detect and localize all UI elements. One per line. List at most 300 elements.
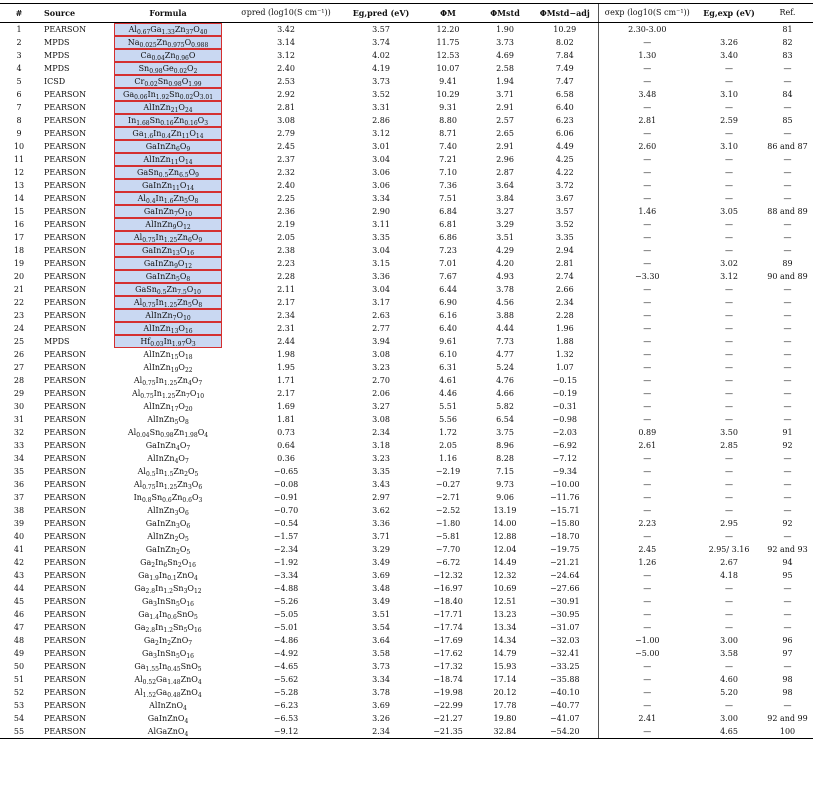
row-formula	[108, 257, 228, 270]
row-phi-std: 3.88	[496, 311, 514, 320]
row-phi-m: −17.74	[433, 623, 463, 632]
row-eg-exp: —	[725, 233, 733, 242]
table-row	[0, 452, 813, 465]
row-num: 52	[13, 688, 25, 697]
table-row	[0, 478, 813, 491]
header-eg-exp: Eg,exp (eV)	[696, 4, 762, 23]
row-eg-pred: 3.26	[372, 714, 390, 723]
table-row	[0, 556, 813, 569]
formula-text: $Ga_3InSn_5O_{16}$	[142, 649, 194, 660]
row-phi-m: 7.36	[439, 181, 457, 190]
row-ref: 94	[782, 558, 793, 567]
row-phi-std: 3.78	[496, 285, 514, 294]
row-eg-pred: 2.06	[372, 389, 390, 398]
formula-text: $GaInZn_{13}O_{16}$	[114, 244, 222, 257]
row-phi-m: −18.74	[433, 675, 463, 684]
formula-text: $AlInZn_{15}O_{18}$	[143, 350, 193, 361]
row-phi-m: 2.05	[439, 441, 457, 450]
row-sigma-exp: —	[598, 309, 696, 322]
row-formula	[108, 647, 228, 660]
formula-text: $GaInZn_6O_9$	[114, 140, 222, 153]
row-sigma-pred: −0.54	[273, 519, 299, 528]
row-sigma-exp: —	[598, 569, 696, 582]
row-sigma-exp: —	[598, 257, 696, 270]
table-row	[0, 413, 813, 426]
row-phi-m: 6.90	[439, 298, 457, 307]
row-phi-std-adj: 8.02	[555, 38, 574, 47]
row-formula	[108, 686, 228, 699]
row-phi-std: 3.73	[496, 38, 514, 47]
row-eg-pred: 3.49	[372, 597, 390, 606]
row-sigma-pred: 3.08	[277, 116, 295, 125]
header-phi-std-adj: ΦMstd−adj	[532, 4, 598, 23]
formula-text: $Sn_{0.98}Ge_{0.02}O_2$	[114, 62, 222, 75]
row-phi-m: 9.41	[439, 77, 457, 86]
row-phi-std-adj: −54.20	[532, 725, 598, 739]
formula-text: $GaInZn_{11}O_{14}$	[114, 179, 222, 192]
row-eg-pred: 3.58	[372, 649, 390, 658]
row-num: 30	[13, 402, 25, 411]
row-phi-m: 1.72	[439, 428, 457, 437]
row-sigma-exp: —	[598, 101, 696, 114]
table-row	[0, 140, 813, 153]
row-formula	[108, 218, 228, 231]
row-phi-std: 8.28	[496, 454, 514, 463]
row-phi-m: 9.61	[439, 337, 457, 346]
row-sigma-pred: −0.70	[273, 506, 299, 515]
row-phi-std-adj: 3.57	[555, 207, 574, 216]
formula-text: $Al_{0.75}In_{1.25}Zn_6O_9$	[114, 231, 222, 244]
row-num: 5	[16, 77, 22, 86]
row-phi-std: 13.23	[493, 610, 517, 619]
table-row	[0, 257, 813, 270]
formula-text: $AlInZn_{11}O_{14}$	[114, 153, 222, 166]
row-formula	[108, 296, 228, 309]
row-source: PEARSON	[44, 363, 87, 372]
row-sigma-exp: —	[598, 413, 696, 426]
row-eg-pred: 3.78	[372, 688, 390, 697]
row-phi-m: 6.81	[439, 220, 457, 229]
row-formula	[108, 426, 228, 439]
row-phi-m: −12.32	[433, 571, 463, 580]
row-formula	[108, 387, 228, 400]
row-num: 25	[13, 337, 25, 346]
row-ref: 82	[782, 38, 793, 47]
formula-text: $Al_{0.5}In_{1.5}Zn_2O_5$	[137, 467, 199, 478]
row-sigma-pred: 1.81	[277, 415, 295, 424]
header-ref: Ref.	[762, 4, 813, 23]
table-row	[0, 166, 813, 179]
table-row	[0, 361, 813, 374]
row-phi-std-adj: −40.77	[549, 701, 580, 710]
table-row	[0, 387, 813, 400]
row-sigma-exp: —	[598, 673, 696, 686]
row-sigma-pred: 2.19	[277, 220, 295, 229]
formula-text: AlInZnO$_4$	[149, 701, 187, 712]
row-eg-exp: —	[725, 129, 733, 138]
row-source: PEARSON	[44, 389, 87, 398]
row-eg-exp: 3.12	[720, 272, 738, 281]
row-phi-std-adj: 2.66	[555, 285, 574, 294]
row-sigma-exp: 2.41	[598, 712, 696, 725]
table-row	[0, 309, 813, 322]
table-row	[0, 179, 813, 192]
row-phi-m: −1.80	[435, 519, 461, 528]
row-ref: —	[783, 662, 792, 671]
table-row	[0, 517, 813, 530]
table-row	[0, 439, 813, 452]
row-sigma-pred: −6.23	[273, 701, 299, 710]
formula-text: $GaSn_{0.5}Zn_{7.5}O_{10}$	[114, 283, 222, 296]
row-phi-std: 14.49	[493, 558, 517, 567]
row-source: PEARSON	[44, 636, 87, 645]
formula-text: $In_{0.8}Sn_{0.6}Zn_{0.6}O_3$	[133, 493, 203, 504]
row-formula	[108, 231, 228, 244]
row-eg-exp: —	[725, 376, 733, 385]
row-eg-exp: —	[725, 454, 733, 463]
row-phi-m: 6.40	[439, 324, 457, 333]
row-formula	[108, 712, 228, 725]
formula-text: $GaInZn_4O_7$	[145, 441, 191, 452]
row-eg-pred: 3.69	[372, 701, 390, 710]
row-eg-pred: 2.63	[372, 311, 390, 320]
row-sigma-exp: —	[598, 231, 696, 244]
formula-text: $AlInZn_{13}O_{16}$	[114, 322, 222, 335]
row-ref: —	[783, 610, 792, 619]
row-eg-pred: 3.31	[372, 103, 390, 112]
row-sigma-pred: −9.12	[228, 725, 344, 739]
row-phi-std-adj: 2.28	[555, 311, 574, 320]
row-phi-m: 7.67	[439, 272, 457, 281]
row-ref: —	[783, 285, 792, 294]
row-sigma-exp: 2.81	[598, 114, 696, 127]
row-formula	[108, 205, 228, 218]
row-source: PEARSON	[44, 324, 87, 333]
row-formula	[108, 192, 228, 205]
row-eg-exp: —	[725, 389, 733, 398]
row-phi-std-adj: −10.00	[549, 480, 580, 489]
row-sigma-pred: 3.14	[277, 38, 295, 47]
row-phi-std: 5.82	[496, 402, 514, 411]
row-phi-std-adj: −18.70	[549, 532, 580, 541]
row-ref: —	[783, 480, 792, 489]
row-eg-exp: 3.10	[720, 90, 738, 99]
row-formula	[108, 413, 228, 426]
row-num: 39	[13, 519, 25, 528]
row-sigma-exp: —	[598, 166, 696, 179]
row-eg-pred: 2.86	[372, 116, 390, 125]
row-phi-m: 5.51	[439, 402, 457, 411]
formula-text: $AlInZn_5O_8$	[147, 415, 189, 426]
row-phi-std-adj: −9.34	[552, 467, 577, 476]
formula-text: $In_{1.68}Sn_{0.16}Zn_{0.16}O_3$	[114, 114, 222, 127]
row-phi-std: 3.84	[496, 194, 514, 203]
formula-text: $GaInZn_9O_{12}$	[114, 257, 222, 270]
table-row	[0, 400, 813, 413]
row-sigma-exp: —	[598, 491, 696, 504]
row-formula	[108, 634, 228, 647]
row-ref: 85	[782, 116, 793, 125]
row-phi-m: −17.69	[433, 636, 463, 645]
row-formula	[108, 114, 228, 127]
table-row	[0, 192, 813, 205]
row-num: 3	[16, 51, 22, 60]
row-phi-m: 12.53	[436, 51, 460, 60]
row-eg-exp: —	[725, 311, 733, 320]
formula-text: $Ga_{1.4}In_{0.6}SnO_5$	[138, 610, 198, 621]
row-ref: —	[783, 233, 792, 242]
header-phi-std: ΦMstd	[478, 4, 532, 23]
row-phi-std: 2.96	[496, 155, 514, 164]
row-sigma-pred: 1.95	[277, 363, 295, 372]
row-ref: —	[783, 415, 792, 424]
row-phi-std-adj: 3.67	[555, 194, 574, 203]
row-phi-m: 1.16	[439, 454, 457, 463]
row-ref: 98	[782, 675, 793, 684]
row-eg-exp: —	[725, 506, 733, 515]
header-eg-pred: Eg,pred (eV)	[344, 4, 418, 23]
row-phi-std-adj: −32.41	[549, 649, 580, 658]
row-num: 46	[13, 610, 25, 619]
row-phi-m: 10.29	[436, 90, 460, 99]
row-ref: —	[783, 220, 792, 229]
row-num: 2	[16, 38, 22, 47]
row-source: PEARSON	[44, 558, 87, 567]
row-sigma-exp: 2.45	[598, 543, 696, 556]
row-formula	[108, 127, 228, 140]
row-num: 47	[13, 623, 25, 632]
row-phi-std-adj: 1.32	[555, 350, 574, 359]
row-phi-std: 17.14	[493, 675, 517, 684]
row-source: PEARSON	[44, 675, 87, 684]
row-phi-std: 14.34	[493, 636, 517, 645]
row-source: PEARSON	[44, 545, 87, 554]
row-source: ICSD	[44, 77, 66, 86]
row-phi-m: 4.46	[439, 389, 457, 398]
row-phi-std: 1.94	[496, 77, 514, 86]
table-row	[0, 244, 813, 257]
row-source: PEARSON	[44, 597, 87, 606]
row-phi-std-adj: 4.49	[555, 142, 574, 151]
row-eg-exp: 3.00	[720, 714, 738, 723]
row-sigma-pred: 2.44	[277, 337, 295, 346]
row-eg-exp: —	[725, 77, 733, 86]
row-sigma-exp: —	[598, 62, 696, 75]
row-formula	[108, 673, 228, 686]
row-phi-m: 6.16	[439, 311, 457, 320]
table-row	[0, 673, 813, 686]
row-ref: —	[783, 623, 792, 632]
row-source: PEARSON	[44, 246, 87, 255]
row-formula	[108, 465, 228, 478]
row-ref: —	[783, 467, 792, 476]
row-phi-std-adj: −7.12	[552, 454, 577, 463]
row-eg-exp: —	[725, 415, 733, 424]
row-num: 41	[13, 545, 25, 554]
row-formula	[108, 166, 228, 179]
row-formula	[108, 140, 228, 153]
row-eg-exp: 4.65	[696, 725, 762, 739]
row-num: 7	[16, 103, 22, 112]
row-phi-std: 9.06	[496, 493, 514, 502]
row-sigma-pred: 2.17	[277, 298, 295, 307]
row-eg-pred: 3.71	[372, 532, 390, 541]
row-formula	[108, 699, 228, 712]
row-phi-std: 2.58	[496, 64, 514, 73]
row-num: 36	[13, 480, 25, 489]
row-num: 9	[16, 129, 22, 138]
row-sigma-exp: —	[598, 127, 696, 140]
row-sigma-pred: −5.05	[273, 610, 299, 619]
row-num: 55	[0, 725, 38, 739]
row-phi-std-adj: 1.07	[555, 363, 574, 372]
row-sigma-pred: −1.57	[273, 532, 299, 541]
row-sigma-pred: −5.62	[273, 675, 299, 684]
row-sigma-pred: 2.32	[277, 168, 295, 177]
table-row	[0, 75, 813, 88]
row-phi-std: 4.69	[496, 51, 514, 60]
row-sigma-pred: −5.26	[273, 597, 299, 606]
row-phi-std: 12.32	[493, 571, 517, 580]
header-num: #	[0, 4, 38, 23]
row-eg-pred: 2.70	[372, 376, 390, 385]
row-num: 38	[13, 506, 25, 515]
row-sigma-pred: −4.65	[273, 662, 299, 671]
row-phi-std: 32.84	[478, 725, 532, 739]
row-source: PEARSON	[44, 428, 87, 437]
row-phi-std: 2.87	[496, 168, 514, 177]
row-eg-exp: —	[725, 467, 733, 476]
row-eg-exp: —	[725, 324, 733, 333]
row-sigma-pred: −4.88	[273, 584, 299, 593]
row-eg-pred: 3.11	[372, 220, 390, 229]
row-phi-m: −7.70	[435, 545, 461, 554]
row-eg-pred: 3.35	[372, 467, 390, 476]
row-phi-m: −21.27	[433, 714, 463, 723]
row-sigma-exp: −1.00	[598, 634, 696, 647]
row-sigma-exp: —	[598, 504, 696, 517]
row-sigma-pred: 2.38	[277, 246, 295, 255]
row-ref: —	[783, 64, 792, 73]
row-phi-std-adj: 1.88	[555, 337, 574, 346]
row-sigma-pred: 1.71	[277, 376, 295, 385]
row-sigma-pred: 2.53	[277, 77, 295, 86]
formula-text: $Al_{0.75}In_{1.25}Zn_5O_8$	[114, 296, 222, 309]
row-phi-m: −16.97	[433, 584, 463, 593]
row-phi-std-adj: −2.03	[552, 428, 577, 437]
row-phi-std: 8.96	[496, 441, 514, 450]
row-eg-pred: 3.49	[372, 558, 390, 567]
row-formula	[108, 322, 228, 335]
row-source: PEARSON	[44, 493, 87, 502]
row-ref: —	[783, 402, 792, 411]
row-num: 40	[13, 532, 25, 541]
row-sigma-exp: —	[598, 660, 696, 673]
row-phi-std-adj: 3.72	[555, 181, 574, 190]
row-phi-std-adj: 2.94	[555, 246, 574, 255]
row-eg-exp: 3.26	[720, 38, 738, 47]
row-eg-pred: 3.35	[372, 233, 390, 242]
row-num: 6	[16, 90, 22, 99]
row-phi-std-adj: 2.34	[555, 298, 574, 307]
table-row	[0, 127, 813, 140]
row-sigma-exp: —	[598, 335, 696, 348]
row-sigma-pred: 2.40	[277, 181, 295, 190]
row-eg-exp: 2.85	[720, 441, 738, 450]
row-source: PEARSON	[44, 480, 87, 489]
row-sigma-pred: 2.81	[277, 103, 295, 112]
table-row	[0, 504, 813, 517]
formula-text: $GaInZn_2O_5$	[145, 545, 191, 556]
row-formula	[108, 270, 228, 283]
row-num: 49	[13, 649, 25, 658]
row-phi-std-adj: −32.03	[549, 636, 580, 645]
row-phi-std: 7.73	[496, 337, 514, 346]
row-phi-std-adj: −11.76	[549, 493, 580, 502]
row-eg-exp: —	[725, 610, 733, 619]
row-eg-pred: 3.34	[372, 675, 390, 684]
row-eg-exp: —	[725, 701, 733, 710]
row-eg-exp	[696, 23, 762, 37]
row-formula	[108, 530, 228, 543]
row-sigma-pred: −6.53	[273, 714, 299, 723]
row-sigma-exp: —	[598, 36, 696, 49]
formula-text: $GaSn_{0.5}Zn_{6.5}O_9$	[114, 166, 222, 179]
table-row	[0, 725, 813, 739]
row-source: PEARSON	[44, 441, 87, 450]
row-sigma-exp: —	[598, 530, 696, 543]
row-formula	[108, 439, 228, 452]
table-row	[0, 283, 813, 296]
formula-text: $Al_{0.75}In_{1.25}Zn_4O_7$	[133, 376, 203, 387]
row-ref: —	[783, 246, 792, 255]
row-num: 23	[13, 311, 25, 320]
table-row	[0, 465, 813, 478]
row-source: PEARSON	[44, 688, 87, 697]
row-eg-pred: 3.04	[372, 285, 390, 294]
row-eg-exp: —	[725, 597, 733, 606]
row-formula	[108, 556, 228, 569]
row-phi-std-adj: −0.31	[552, 402, 577, 411]
row-eg-pred: 3.52	[372, 90, 390, 99]
row-eg-pred: 2.77	[372, 324, 390, 333]
table-row	[0, 114, 813, 127]
row-phi-std: 13.34	[493, 623, 517, 632]
formula-text: $GaInZn_7O_{10}$	[114, 205, 222, 218]
row-source: PEARSON	[44, 584, 87, 593]
formula-text: $Na_{0.025}Zn_{0.975}O_{0.988}$	[114, 36, 222, 49]
row-formula	[108, 374, 228, 387]
row-phi-std-adj: 7.49	[555, 64, 574, 73]
row-num: 24	[13, 324, 25, 333]
row-ref: —	[783, 337, 792, 346]
row-source: PEARSON	[44, 259, 87, 268]
row-eg-pred: 3.73	[372, 77, 390, 86]
row-phi-std: 6.54	[496, 415, 514, 424]
row-num: 45	[13, 597, 25, 606]
row-phi-std-adj: −30.95	[549, 610, 580, 619]
row-phi-m: −17.71	[433, 610, 463, 619]
row-eg-pred: 4.02	[372, 51, 390, 60]
row-phi-m: 5.56	[439, 415, 457, 424]
row-phi-std-adj: −35.88	[549, 675, 580, 684]
row-sigma-exp: —	[598, 699, 696, 712]
table-row	[0, 608, 813, 621]
row-eg-pred: 3.27	[372, 402, 390, 411]
row-eg-pred: 3.08	[372, 350, 390, 359]
row-phi-std: 4.93	[496, 272, 514, 281]
row-ref: 100	[762, 725, 813, 739]
